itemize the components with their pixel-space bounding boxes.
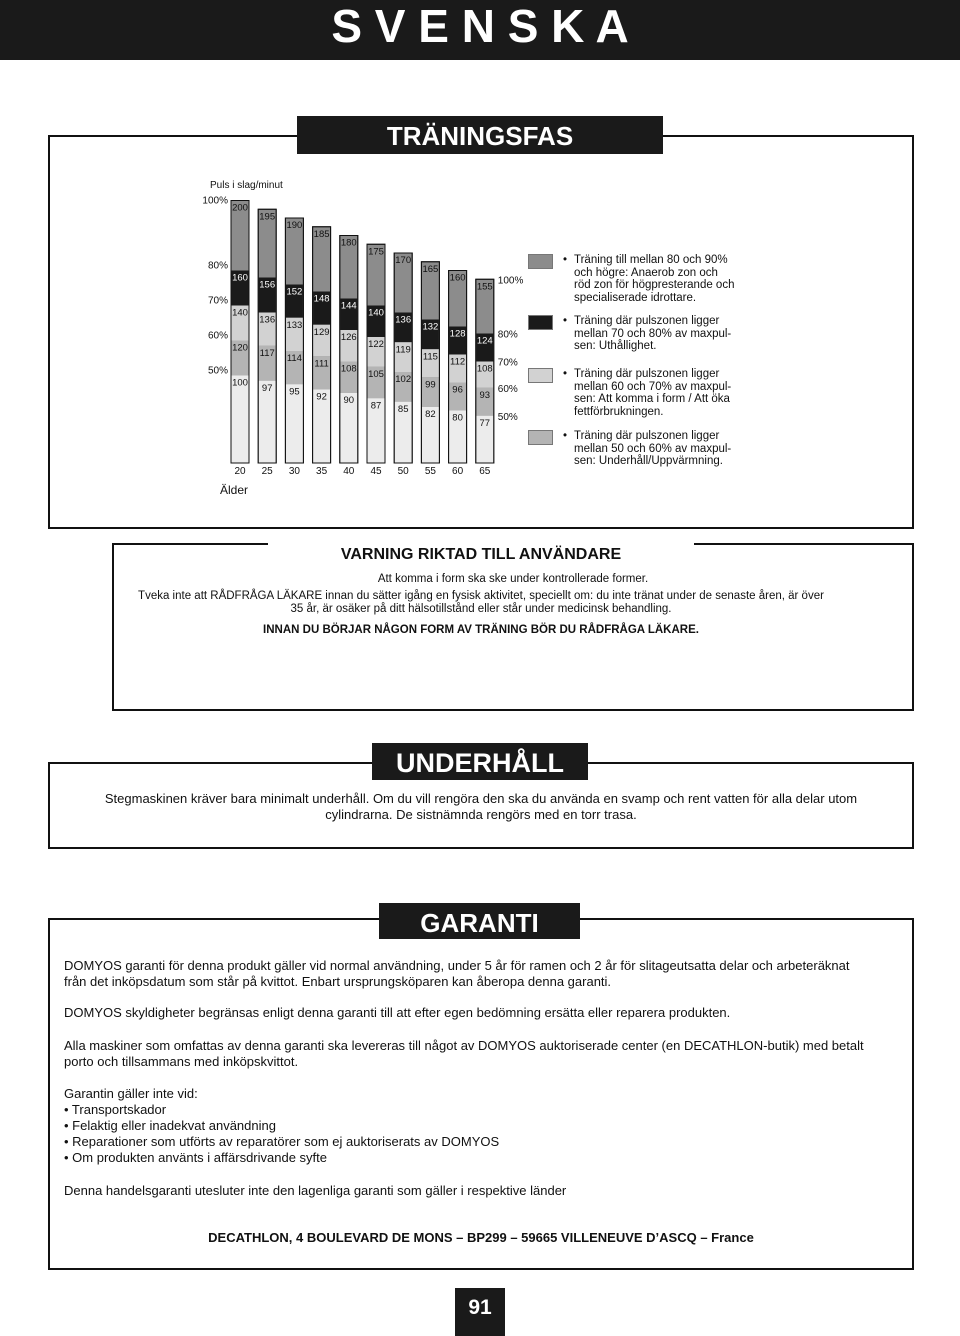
data-label-50: 77 [479, 417, 491, 429]
legend-line: Träning till mellan 80 och 90% [574, 254, 728, 266]
warranty-exclusion-item: • Reparationer som utförts av reparatörer som ej auktoriserats av DOMYOS [64, 1134, 500, 1149]
x-tick-label: 25 [261, 466, 273, 477]
legend-entry [563, 430, 763, 468]
left-percent-label: 50% [207, 365, 228, 377]
x-tick-label: 20 [234, 466, 246, 477]
data-label-70: 129 [313, 326, 330, 338]
heart-rate-chart [0, 0, 960, 540]
legend-line: sen: Uthållighet. [574, 340, 657, 352]
data-label-max: 175 [368, 246, 384, 258]
right-percent-label: 70% [497, 357, 518, 369]
data-label-max: 155 [476, 281, 493, 293]
data-label-60: 93 [479, 389, 491, 401]
data-label-60: 105 [368, 368, 384, 380]
right-percent-label: 50% [497, 411, 518, 423]
bullet-icon: • [563, 368, 568, 380]
legend-line: och högre: Anaerob zon och [574, 266, 718, 279]
data-label-60: 114 [286, 353, 302, 364]
legend-line: sen: Att komma i form / Att öka [574, 393, 730, 405]
x-tick-label: 40 [343, 466, 355, 477]
warranty-p3-line-1: Alla maskiner som omfattas av denna garanti ska levereras till något av DOMYOS auktoriserade center (en DECATHLON-butik) med betalt [64, 1038, 864, 1053]
data-label-70: 136 [259, 314, 276, 326]
warranty-p1-line-1: DOMYOS garanti för denna produkt gäller vid normal användning, under 5 år för ramen och 2 år för slitageutsatta delar och arbeteräknat [64, 958, 850, 973]
data-label-50: 92 [316, 391, 327, 403]
right-percent-label: 60% [497, 383, 518, 395]
legend-line: mellan 50 och 60% av maxpul- [574, 442, 732, 455]
legend-swatch [528, 430, 553, 445]
warning-line-3: 35 år, är osäker på ditt hälsotillstånd eller står under medicinsk behandling. [290, 603, 672, 615]
legend-swatch [528, 254, 553, 269]
legend-swatch [528, 368, 553, 383]
data-label-60: 96 [452, 384, 463, 396]
data-label-70: 122 [368, 339, 384, 350]
data-label-70: 140 [232, 307, 248, 319]
data-label-80: 160 [232, 272, 248, 284]
bullet-icon: • [563, 315, 568, 327]
data-label-80: 156 [259, 279, 276, 291]
warning-line-2: Tveka inte att RÅDFRÅGA LÄKARE innan du sätter igång en fysisk aktivitet, speciellt om: du inte tränat under de senaste åren, är över [138, 590, 824, 602]
x-tick-label: 60 [452, 466, 464, 477]
data-label-80: 124 [476, 335, 493, 347]
warranty-p3-line-2: porto och tillsammans med inköpskvittot. [64, 1054, 299, 1069]
data-label-max: 170 [395, 255, 412, 266]
x-tick-label: 65 [479, 466, 491, 477]
legend-line: mellan 70 och 80% av maxpul- [574, 327, 732, 340]
x-tick-label: 55 [424, 466, 436, 477]
left-percent-label: 100% [202, 195, 228, 207]
data-label-60: 108 [340, 363, 357, 375]
left-percent-label: 70% [207, 295, 228, 307]
warning-title: VARNING RIKTAD TILL ANVÄNDARE [340, 546, 622, 563]
maintenance-line-2: cylindrarna. De sistnämnda rengörs med en torr trasa. [325, 807, 637, 822]
warranty-title: GARANTI [379, 903, 580, 939]
right-percent-label: 80% [497, 329, 518, 341]
training-section-title: TRÄNINGSFAS [297, 116, 663, 154]
data-label-50: 85 [397, 403, 409, 415]
legend-line: fettförbrukningen. [574, 405, 664, 418]
data-label-80: 152 [286, 286, 303, 298]
data-label-50: 82 [425, 409, 436, 420]
data-label-max: 200 [232, 202, 248, 214]
data-label-70: 119 [395, 344, 411, 356]
legend-line: röd zon för högpresterande och [574, 279, 735, 291]
x-tick-label: 50 [397, 466, 409, 477]
data-label-60: 102 [395, 374, 412, 385]
data-label-80: 140 [368, 307, 384, 319]
data-label-50: 95 [289, 386, 300, 398]
left-percent-label: 80% [207, 260, 228, 272]
data-label-50: 100 [232, 377, 248, 389]
data-label-50: 80 [452, 412, 463, 424]
page-header-title: S V E N S K A [331, 0, 629, 52]
data-label-70: 115 [422, 351, 438, 363]
legend-line: mellan 60 och 70% av maxpul- [574, 380, 732, 393]
data-label-50: 87 [370, 400, 382, 412]
legend-line: Träning där pulszonen ligger [574, 368, 720, 380]
legend-line: Träning där pulszonen ligger [574, 315, 720, 327]
data-label-max: 180 [340, 237, 357, 249]
data-label-80: 144 [340, 300, 357, 312]
bullet-icon: • [563, 430, 568, 442]
data-label-max: 165 [422, 263, 439, 275]
left-percent-label: 60% [207, 330, 228, 342]
right-percent-label: 100% [497, 275, 524, 287]
data-label-70: 126 [340, 332, 357, 343]
data-label-max: 195 [259, 211, 276, 223]
data-label-max: 185 [313, 228, 330, 240]
legend-line: Träning där pulszonen ligger [574, 430, 720, 442]
data-label-50: 90 [343, 395, 355, 406]
warranty-address: DECATHLON, 4 BOULEVARD DE MONS – BP299 – 59665 VILLENEUVE D’ASCQ – France [208, 1230, 754, 1245]
y-axis-label: Puls i slag/minut [210, 180, 283, 191]
zone-band-below-50 [232, 376, 249, 464]
warranty-exclusion-item: • Om produkten använts i affärsdrivande syfte [64, 1150, 328, 1165]
maintenance-line-1: Stegmaskinen kräver bara minimalt underhåll. Om du vill rengöra den ska du använda en svamp och rent vatten för alla delar utom [104, 791, 858, 806]
data-label-70: 108 [476, 363, 493, 375]
legend-entry [563, 315, 763, 353]
warranty-exclusion-item: • Transportskador [64, 1102, 167, 1117]
x-tick-label: 45 [370, 466, 382, 477]
legend-entry [563, 368, 763, 418]
legend-entry [563, 254, 763, 304]
data-label-60: 99 [425, 379, 436, 391]
data-label-70: 133 [286, 319, 303, 331]
warning-line-1: Att komma i form ska ske under kontrollerade former. [377, 573, 649, 585]
bullet-icon: • [563, 254, 568, 266]
data-label-60: 120 [232, 342, 248, 354]
data-label-80: 132 [422, 321, 439, 333]
legend-line: specialiserade idrottare. [574, 291, 697, 304]
data-label-60: 111 [314, 358, 329, 370]
page-number: 91 [455, 1288, 505, 1336]
warning-line-4: INNAN DU BÖRJAR NÅGON FORM AV TRÄNING BÖR DU RÅDFRÅGA LÄKARE. [263, 624, 699, 636]
data-label-60: 117 [259, 347, 275, 359]
data-label-80: 128 [449, 328, 466, 340]
x-tick-label: 35 [316, 466, 328, 477]
data-label-80: 148 [313, 293, 330, 305]
data-label-70: 112 [450, 356, 466, 368]
x-axis-label: Älder [220, 483, 249, 497]
data-label-50: 97 [261, 382, 273, 394]
warranty-p4: Denna handelsgaranti utesluter inte den lagenliga garanti som gäller i respektive länder [64, 1183, 567, 1198]
data-label-max: 190 [286, 220, 303, 231]
legend-line: sen: Underhåll/Uppvärmning. [574, 455, 723, 467]
warranty-exclusions-intro: Garantin gäller inte vid: [64, 1086, 198, 1101]
data-label-max: 160 [449, 272, 466, 284]
warranty-exclusion-item: • Felaktig eller inadekvat användning [64, 1118, 276, 1133]
maintenance-title: UNDERHÅLL [372, 743, 588, 780]
legend-swatch [528, 315, 553, 330]
warranty-p2: DOMYOS skyldigheter begränsas enligt denna garanti till att efter egen bedömning ersätta eller reparera produkten. [64, 1005, 731, 1020]
x-tick-label: 30 [288, 466, 300, 477]
data-label-80: 136 [395, 314, 412, 326]
warranty-p1-line-2: från det inköpsdatum som står på kvittot. Enbart ursprungsköparen kan åberopa denna garanti. [64, 974, 612, 989]
